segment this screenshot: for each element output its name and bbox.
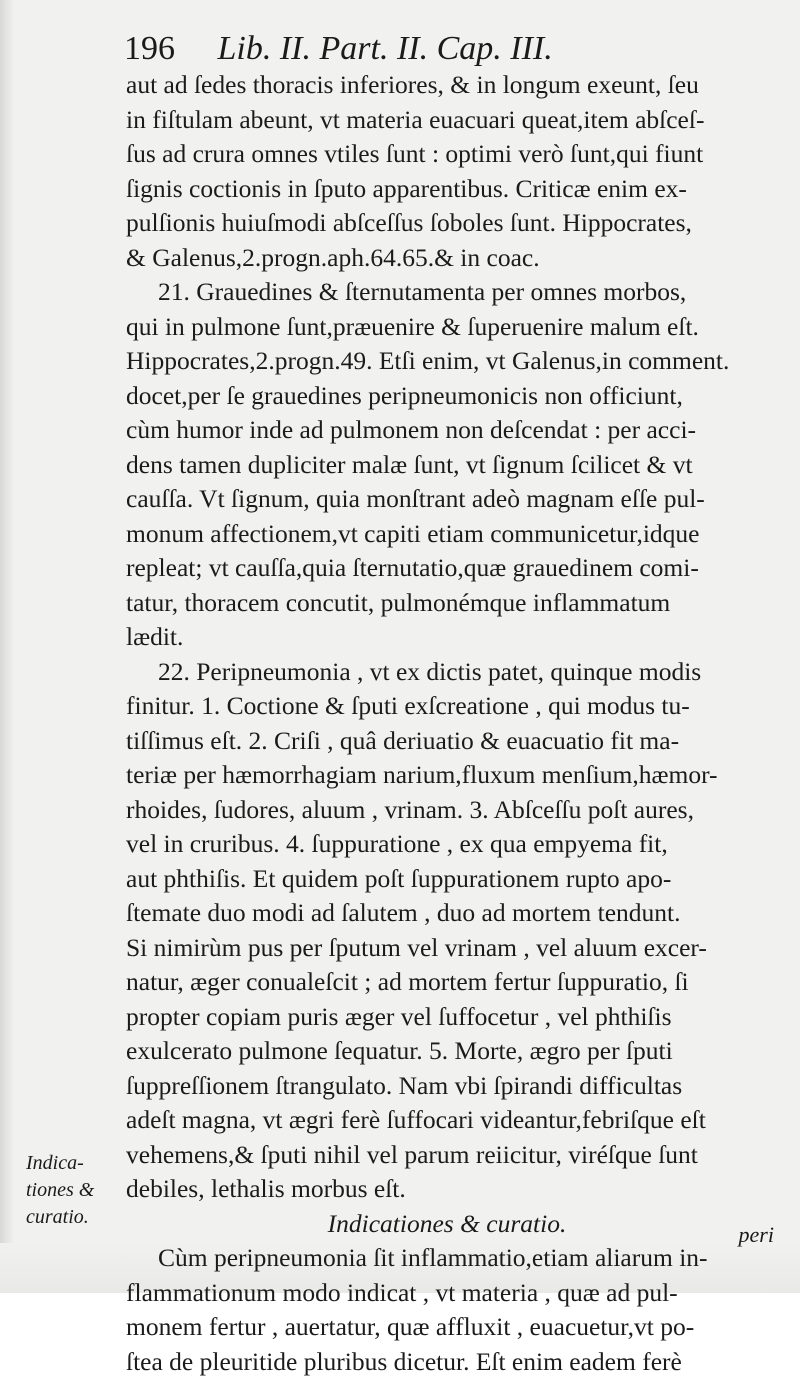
page-number: 196 <box>124 30 175 67</box>
text-line: lædit. <box>126 620 768 655</box>
running-title: Lib. II. Part. II. Cap. III. <box>218 30 553 67</box>
text-line: Hippocrates,2.progn.49. Etſi enim, vt Galenus,in comment. <box>126 344 768 379</box>
text-line: docet,per ſe grauedines peripneumonicis non officiunt, <box>126 379 768 414</box>
text-line: Cùm peripneumonia ſit inflammatio,etiam aliarum in- <box>126 1241 768 1276</box>
text-line: adeſt magna, vt ægri ferè ſuffocari videantur,febriſque eſt <box>126 1103 768 1138</box>
text-line: rhoides, ſudores, aluum , vrinam. 3. Abſceſſu poſt aures, <box>126 793 768 828</box>
text-line: ſignis coctionis in ſputo apparentibus. Criticæ enim ex- <box>126 172 768 207</box>
text-line: debiles, lethalis morbus eſt. <box>126 1172 768 1207</box>
text-line: natur, æger conualeſcit ; ad mortem fertur ſuppuratio, ſi <box>126 965 768 1000</box>
text-line: aut ad ſedes thoracis inferiores, & in longum exeunt, ſeu <box>126 68 768 103</box>
text-line: Si nimirùm pus per ſputum vel vrinam , vel aluum excer- <box>126 931 768 966</box>
text-line: teriæ per hæmorrhagiam narium,fluxum menſium,hæmor- <box>126 758 768 793</box>
text-line: 21. Grauedines & ſternutamenta per omnes morbos, <box>126 275 768 310</box>
text-line: aut phthiſis. Et quidem poſt ſuppurationem rupto apo- <box>126 862 768 897</box>
margin-note-line: Indica- <box>26 1150 124 1177</box>
text-line: vel in cruribus. 4. ſuppuratione , ex qua empyema fit, <box>126 827 768 862</box>
text-line: vehemens,& ſputi nihil vel parum reiicitur, viréſque ſunt <box>126 1138 768 1173</box>
body-text <box>126 68 768 1379</box>
text-line: cùm humor inde ad pulmonem non deſcendat : per acci- <box>126 413 768 448</box>
text-line: in fiſtulam abeunt, vt materia euacuari queat,item abſceſ- <box>126 103 768 138</box>
text-line: tatur, thoracem concutit, pulmonémque inflammatum <box>126 586 768 621</box>
text-line: ſtea de pleuritide pluribus dicetur. Eſt enim eadem ferè <box>126 1345 768 1379</box>
text-line: finitur. 1. Coctione & ſputi exſcreatione , qui modus tu- <box>126 689 768 724</box>
margin-note-line: tiones & <box>26 1177 124 1204</box>
text-line: monem fertur , auertatur, quæ affluxit , euacuetur,vt po- <box>126 1310 768 1345</box>
text-line: cauſſa. Vt ſignum, quia monſtrant adeò magnam eſſe pul- <box>126 482 768 517</box>
margin-note <box>26 1150 124 1231</box>
text-line: pulſionis huiuſmodi abſceſſus ſoboles ſunt. Hippocrates, <box>126 206 768 241</box>
text-line: qui in pulmone ſunt,præuenire & ſuperuenire malum eſt. <box>126 310 768 345</box>
page-gutter-shadow <box>0 0 14 1293</box>
text-line: dens tamen dupliciter malæ ſunt, vt ſignum ſcilicet & vt <box>126 448 768 483</box>
text-line: 22. Peripneumonia , vt ex dictis patet, quinque modis <box>126 655 768 690</box>
text-line: flammationum modo indicat , vt materia , quæ ad pul- <box>126 1276 768 1311</box>
text-line: & Galenus,2.progn.aph.64.65.& in coac. <box>126 241 768 276</box>
text-line: ſus ad crura omnes vtiles ſunt : optimi verò ſunt,qui fiunt <box>126 137 768 172</box>
text-line: exulcerato pulmone ſequatur. 5. Morte, ægro per ſputi <box>126 1034 768 1069</box>
text-line: ſtemate duo modi ad ſalutem , duo ad mortem tendunt. <box>126 896 768 931</box>
text-line: repleat; vt cauſſa,quia ſternutatio,quæ grauedinem comi- <box>126 551 768 586</box>
text-line: ſuppreſſionem ſtrangulato. Nam vbi ſpirandi difficultas <box>126 1069 768 1104</box>
text-line: tiſſimus eſt. 2. Criſi , quâ deriuatio & euacuatio fit ma- <box>126 724 768 759</box>
section-heading: Indicationes & curatio. <box>126 1207 768 1242</box>
catchword: peri <box>739 1220 774 1250</box>
text-line: monum affectionem,vt capiti etiam communicetur,idque <box>126 517 768 552</box>
running-head <box>124 24 684 74</box>
text-line: propter copiam puris æger vel ſuffocetur , vel phthiſis <box>126 1000 768 1035</box>
margin-note-line: curatio. <box>26 1204 124 1231</box>
